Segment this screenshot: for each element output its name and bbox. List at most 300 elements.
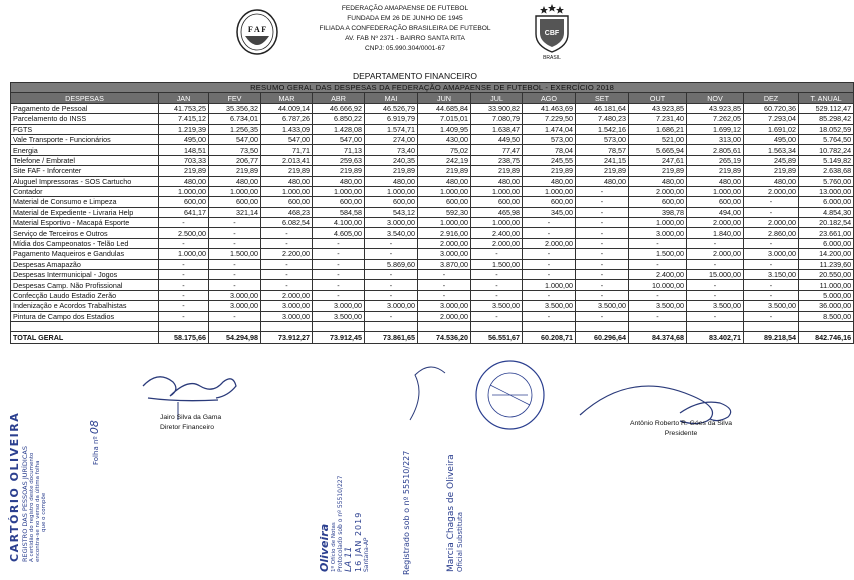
table-cell: 10.782,24: [799, 145, 854, 155]
table-body: [11, 103, 854, 343]
registry-oficio: 1º Ofício de Notas: [331, 522, 337, 572]
table-cell: 73.912,45: [313, 331, 365, 343]
letterhead-line: CNPJ: 05.990.304/0001-67: [365, 45, 445, 52]
table-cell: 3.500,00: [576, 301, 629, 311]
row-label: Pagamento de Pessoal: [11, 103, 159, 113]
table-cell: 23.661,00: [799, 228, 854, 238]
table-cell: 5.764,50: [799, 134, 854, 144]
table-cell: 494,00: [687, 207, 744, 217]
table-cell: -: [159, 280, 209, 290]
table-cell: 2.000,00: [261, 290, 313, 300]
row-label: Despesas Camp. Não Profissional: [11, 280, 159, 290]
table-cell: 219,89: [471, 166, 523, 176]
table-cell: 480,00: [261, 176, 313, 186]
table-cell: 1.500,00: [471, 259, 523, 269]
empty-cell: [629, 321, 687, 331]
row-label: Serviço de Terceiros e Outros: [11, 228, 159, 238]
table-cell: 44.685,84: [418, 103, 471, 113]
faf-logo: [235, 6, 279, 56]
table-cell: 1.574,71: [365, 124, 418, 134]
table-row: [11, 270, 854, 280]
table-cell: 2.000,00: [418, 311, 471, 321]
table-cell: 4.605,00: [313, 228, 365, 238]
table-cell: 3.000,00: [261, 301, 313, 311]
table-cell: 2.013,41: [261, 155, 313, 165]
table-cell: -: [744, 207, 799, 217]
faf-logo-text: F A F: [247, 25, 267, 34]
table-cell: 2.000,00: [523, 238, 576, 248]
table-cell: 1.256,35: [209, 124, 261, 134]
table-cell: -: [576, 218, 629, 228]
table-cell: 54.294,98: [209, 331, 261, 343]
table-cell: -: [523, 259, 576, 269]
table-cell: 521,00: [629, 134, 687, 144]
table-row: [11, 186, 854, 196]
table-cell: 345,00: [523, 207, 576, 217]
table-cell: 1.000,00: [159, 186, 209, 196]
row-label: Material de Expediente - Livraria Help: [11, 207, 159, 217]
column-header-row: [11, 93, 854, 103]
column-header: MAR: [261, 93, 313, 103]
table-cell: -: [576, 259, 629, 269]
cartorio-note: encontra-se no verso da última folha: [35, 460, 41, 562]
table-cell: 3.000,00: [744, 249, 799, 259]
table-cell: 1.542,16: [576, 124, 629, 134]
table-cell: 480,00: [576, 176, 629, 186]
table-cell: -: [261, 259, 313, 269]
table-cell: 1.000,00: [209, 186, 261, 196]
table-cell: -: [159, 311, 209, 321]
table-cell: 1.840,00: [687, 228, 744, 238]
table-cell: 547,00: [313, 134, 365, 144]
table-cell: -: [313, 238, 365, 248]
table-cell: -: [629, 259, 687, 269]
table-cell: -: [744, 197, 799, 207]
table-cell: 480,00: [471, 176, 523, 186]
table-cell: -: [209, 311, 261, 321]
registry-protocolo: Protocolado sob o nº 55510/227: [337, 475, 344, 572]
table-cell: 73.861,65: [365, 331, 418, 343]
column-header: DESPESAS: [11, 93, 159, 103]
table-cell: 148,51: [159, 145, 209, 155]
table-cell: -: [365, 238, 418, 248]
table-cell: 4.854,30: [799, 207, 854, 217]
table-cell: 480,00: [209, 176, 261, 186]
table-cell: 430,00: [418, 134, 471, 144]
table-cell: 219,89: [629, 166, 687, 176]
left-signatory-name: Jairo Silva da Gama: [160, 414, 222, 421]
row-label: Vale Transporte - Funcionários: [11, 134, 159, 144]
table-cell: -: [523, 218, 576, 228]
folha-label: Folha nº: [92, 436, 100, 465]
table-row: [11, 228, 854, 238]
table-cell: 1.638,47: [471, 124, 523, 134]
table-cell: -: [418, 270, 471, 280]
table-cell: -: [576, 197, 629, 207]
registry-stamp: [318, 372, 370, 572]
table-cell: -: [471, 270, 523, 280]
table-row: [11, 124, 854, 134]
table-cell: -: [744, 290, 799, 300]
table-cell: 43.923,85: [629, 103, 687, 113]
table-cell: -: [209, 280, 261, 290]
table-cell: 3.500,00: [629, 301, 687, 311]
table-cell: -: [629, 238, 687, 248]
table-cell: -: [471, 290, 523, 300]
table-cell: 15.000,00: [687, 270, 744, 280]
table-cell: -: [576, 207, 629, 217]
table-cell: 75,02: [418, 145, 471, 155]
row-label: Confecção Laudo Estadio Zerão: [11, 290, 159, 300]
empty-cell: [159, 321, 209, 331]
table-cell: 480,00: [744, 176, 799, 186]
table-cell: -: [313, 270, 365, 280]
letterhead-line: AV. FAB Nº 2371 - BAIRRO SANTA RITA: [345, 35, 465, 42]
table-cell: 1.691,02: [744, 124, 799, 134]
left-signatory: [160, 413, 221, 433]
table-cell: -: [687, 280, 744, 290]
table-cell: 3.540,00: [365, 228, 418, 238]
table-cell: -: [261, 228, 313, 238]
table-cell: 7.262,05: [687, 114, 744, 124]
table-cell: 58.175,66: [159, 331, 209, 343]
table-cell: 73,40: [365, 145, 418, 155]
column-header: JUL: [471, 93, 523, 103]
row-label: TOTAL GERAL: [11, 331, 159, 343]
column-header: T. ANUAL: [799, 93, 854, 103]
table-cell: 7.293,04: [744, 114, 799, 124]
table-cell: 600,00: [365, 197, 418, 207]
letterhead: [290, 4, 520, 54]
table-cell: 547,00: [261, 134, 313, 144]
table-cell: -: [418, 280, 471, 290]
table-cell: 1.000,00: [418, 186, 471, 196]
table-cell: 219,89: [576, 166, 629, 176]
table-cell: 259,63: [313, 155, 365, 165]
table-cell: -: [744, 311, 799, 321]
table-cell: 2.916,00: [418, 228, 471, 238]
expenses-table: [10, 82, 854, 344]
table-cell: -: [687, 259, 744, 269]
table-cell: 584,58: [313, 207, 365, 217]
row-label: Indenização e Acordos Trabalhistas: [11, 301, 159, 311]
table-cell: 2.805,61: [687, 145, 744, 155]
cartorio-note: que o compõe: [41, 492, 47, 532]
table-cell: 71,13: [313, 145, 365, 155]
table-cell: -: [365, 270, 418, 280]
table-cell: 4.100,00: [313, 218, 365, 228]
table-cell: -: [471, 280, 523, 290]
row-label: Pagamento Maqueiros e Gandulas: [11, 249, 159, 259]
table-cell: 600,00: [418, 197, 471, 207]
table-cell: 219,89: [523, 166, 576, 176]
spacer-row: [11, 321, 854, 331]
table-cell: 573,00: [576, 134, 629, 144]
empty-cell: [418, 321, 471, 331]
table-cell: 13.000,00: [799, 186, 854, 196]
table-cell: 14.200,00: [799, 249, 854, 259]
table-cell: -: [365, 249, 418, 259]
table-cell: 480,00: [629, 176, 687, 186]
table-cell: 313,00: [687, 134, 744, 144]
table-row: [11, 280, 854, 290]
table-cell: 1.500,00: [209, 249, 261, 259]
table-row: [11, 290, 854, 300]
table-cell: 1.000,00: [365, 186, 418, 196]
table-cell: 3.000,00: [418, 301, 471, 311]
table-cell: -: [365, 311, 418, 321]
registry-oliveira: Oliveira: [318, 523, 331, 572]
table-cell: -: [523, 311, 576, 321]
table-cell: -: [209, 259, 261, 269]
table-row: [11, 166, 854, 176]
table-cell: 3.500,00: [744, 301, 799, 311]
table-cell: 468,23: [261, 207, 313, 217]
registered-stamp: [402, 451, 411, 575]
table-cell: 1.409,95: [418, 124, 471, 134]
table-cell: 242,19: [418, 155, 471, 165]
table-cell: 219,89: [687, 166, 744, 176]
officer-title: Oficial Substituta: [456, 511, 464, 572]
table-cell: 71,71: [261, 145, 313, 155]
table-cell: 89.218,54: [744, 331, 799, 343]
table-cell: -: [159, 301, 209, 311]
table-cell: 1.000,00: [629, 218, 687, 228]
registry-la: LA 11: [344, 546, 354, 572]
table-cell: 1.563,34: [744, 145, 799, 155]
column-header: JAN: [159, 93, 209, 103]
row-label: Despesas Amapazão: [11, 259, 159, 269]
table-cell: 1.000,00: [523, 280, 576, 290]
table-cell: 5.149,82: [799, 155, 854, 165]
table-cell: 2.400,00: [471, 228, 523, 238]
column-header: ABR: [313, 93, 365, 103]
table-cell: 3.500,00: [471, 301, 523, 311]
registered-number: Registrado sob o nº 55510/227: [402, 450, 411, 575]
table-row: [11, 197, 854, 207]
table-cell: 20.182,54: [799, 218, 854, 228]
row-label: Mídia dos Campeonatos - Telão Led: [11, 238, 159, 248]
table-cell: 1.433,09: [261, 124, 313, 134]
table-cell: 60.296,64: [576, 331, 629, 343]
total-row: [11, 331, 854, 343]
table-cell: 321,14: [209, 207, 261, 217]
table-cell: 43.923,85: [687, 103, 744, 113]
table-cell: 6.850,22: [313, 114, 365, 124]
table-cell: 56.551,67: [471, 331, 523, 343]
empty-cell: [523, 321, 576, 331]
table-cell: -: [159, 218, 209, 228]
table-cell: 11.000,00: [799, 280, 854, 290]
table-cell: 6.000,00: [799, 197, 854, 207]
letterhead-line: FEDERAÇÃO AMAPAENSE DE FUTEBOL: [341, 5, 469, 12]
table-cell: 219,89: [418, 166, 471, 176]
column-header: MAI: [365, 93, 418, 103]
table-cell: 6.082,54: [261, 218, 313, 228]
table-cell: 3.500,00: [523, 301, 576, 311]
column-header: DEZ: [744, 93, 799, 103]
table-cell: 274,00: [365, 134, 418, 144]
table-cell: -: [744, 280, 799, 290]
table-cell: 36.000,00: [799, 301, 854, 311]
table-cell: 247,61: [629, 155, 687, 165]
table-cell: 41.753,25: [159, 103, 209, 113]
letterhead-line: FILIADA A CONFEDERAÇÃO BRASILEIRA DE FUTEBOL: [319, 25, 491, 32]
empty-cell: [799, 321, 854, 331]
empty-cell: [209, 321, 261, 331]
column-header: AGO: [523, 93, 576, 103]
folha-number: 08: [88, 420, 101, 435]
table-row: [11, 114, 854, 124]
table-cell: -: [576, 228, 629, 238]
table-cell: -: [576, 290, 629, 300]
table-cell: 6.734,01: [209, 114, 261, 124]
column-header: JUN: [418, 93, 471, 103]
table-cell: -: [523, 270, 576, 280]
table-cell: 219,89: [313, 166, 365, 176]
table-cell: -: [159, 259, 209, 269]
table-cell: 2.638,68: [799, 166, 854, 176]
table-cell: -: [209, 238, 261, 248]
table-cell: 219,89: [209, 166, 261, 176]
folha-stamp: [88, 420, 101, 465]
table-cell: 60.208,71: [523, 331, 576, 343]
officer-name: Marcia Chagas de Oliveira: [446, 454, 456, 572]
table-cell: 2.000,00: [687, 249, 744, 259]
row-label: Parcelamento do INSS: [11, 114, 159, 124]
row-label: Despesas Intermunicipal - Jogos: [11, 270, 159, 280]
table-title: RESUMO GERAL DAS DESPESAS DA FEDERAÇÃO AMAPAENSE DE FUTEBOL - EXERCÍCIO 2018: [11, 83, 854, 93]
table-cell: 78,57: [576, 145, 629, 155]
table-cell: 3.500,00: [687, 301, 744, 311]
row-label: Material de Consumo e Limpeza: [11, 197, 159, 207]
table-cell: 1.219,39: [159, 124, 209, 134]
table-cell: 543,12: [365, 207, 418, 217]
table-cell: 240,35: [365, 155, 418, 165]
table-row: [11, 145, 854, 155]
table-cell: 398,78: [629, 207, 687, 217]
row-label: Energia: [11, 145, 159, 155]
table-cell: -: [523, 228, 576, 238]
table-cell: 20.550,00: [799, 270, 854, 280]
table-cell: -: [159, 290, 209, 300]
table-cell: 245,89: [744, 155, 799, 165]
table-cell: 241,15: [576, 155, 629, 165]
table-cell: 83.402,71: [687, 331, 744, 343]
seal-handwriting: [405, 355, 455, 425]
table-cell: 1.686,21: [629, 124, 687, 134]
table-cell: -: [261, 238, 313, 248]
table-cell: 219,89: [744, 166, 799, 176]
table-cell: 74.536,20: [418, 331, 471, 343]
row-label: Pintura de Campo dos Estadios: [11, 311, 159, 321]
table-cell: 1.474,04: [523, 124, 576, 134]
table-cell: 245,55: [523, 155, 576, 165]
table-cell: -: [687, 290, 744, 300]
table-cell: 3.000,00: [313, 301, 365, 311]
table-cell: 2.000,00: [744, 218, 799, 228]
table-cell: -: [576, 280, 629, 290]
table-cell: -: [365, 280, 418, 290]
table-cell: 1.699,12: [687, 124, 744, 134]
table-cell: -: [261, 280, 313, 290]
registry-city: Santana-AP: [363, 537, 370, 572]
table-cell: 7.229,50: [523, 114, 576, 124]
table-cell: -: [629, 311, 687, 321]
table-cell: 3.000,00: [365, 301, 418, 311]
table-cell: 641,17: [159, 207, 209, 217]
table-cell: 5.000,00: [799, 290, 854, 300]
table-cell: 465,98: [471, 207, 523, 217]
table-cell: 10.000,00: [629, 280, 687, 290]
table-cell: -: [261, 270, 313, 280]
table-cell: 2.000,00: [687, 218, 744, 228]
table-cell: 480,00: [523, 176, 576, 186]
table-cell: 5.665,94: [629, 145, 687, 155]
table-cell: 73.912,27: [261, 331, 313, 343]
table-cell: 44.009,14: [261, 103, 313, 113]
table-cell: 6.919,79: [365, 114, 418, 124]
cbf-logo-caption: BRASIL: [543, 55, 561, 61]
table-cell: -: [687, 238, 744, 248]
table-cell: 3.150,00: [744, 270, 799, 280]
table-cell: 84.374,68: [629, 331, 687, 343]
row-label: Telefone / Embratel: [11, 155, 159, 165]
table-cell: 495,00: [744, 134, 799, 144]
table-row: [11, 259, 854, 269]
table-cell: -: [159, 238, 209, 248]
table-cell: 219,89: [365, 166, 418, 176]
empty-cell: [744, 321, 799, 331]
table-cell: 703,33: [159, 155, 209, 165]
table-cell: -: [629, 290, 687, 300]
column-header: SET: [576, 93, 629, 103]
table-cell: 1.000,00: [523, 186, 576, 196]
column-header: NOV: [687, 93, 744, 103]
table-row: [11, 134, 854, 144]
table-cell: 600,00: [687, 197, 744, 207]
table-cell: 2.400,00: [629, 270, 687, 280]
cartorio-sub: REGISTRO DAS PESSOAS JURÍDICAS: [21, 446, 29, 562]
table-cell: 33.900,82: [471, 103, 523, 113]
table-cell: 600,00: [313, 197, 365, 207]
column-header: OUT: [629, 93, 687, 103]
left-signatory-title: Diretor Financeiro: [160, 424, 215, 431]
table-cell: -: [209, 270, 261, 280]
table-cell: 6.787,26: [261, 114, 313, 124]
table-cell: 85.298,42: [799, 114, 854, 124]
table-cell: 600,00: [629, 197, 687, 207]
empty-cell: [313, 321, 365, 331]
table-row: [11, 238, 854, 248]
table-cell: 547,00: [209, 134, 261, 144]
table-cell: -: [209, 218, 261, 228]
table-cell: 3.000,00: [261, 311, 313, 321]
row-label: Material Esportivo - Macapá Esporte: [11, 218, 159, 228]
table-cell: 7.415,12: [159, 114, 209, 124]
table-cell: 35.356,32: [209, 103, 261, 113]
right-signatory: [616, 419, 746, 439]
registry-date: 16 JAN 2019: [354, 511, 363, 572]
table-cell: -: [687, 311, 744, 321]
cartorio-note: A certidão do registro deste documento: [29, 452, 35, 562]
table-cell: 46.666,92: [313, 103, 365, 113]
table-cell: -: [313, 280, 365, 290]
table-row: [11, 249, 854, 259]
table-cell: 1.428,08: [313, 124, 365, 134]
empty-cell: [471, 321, 523, 331]
table-cell: 11.239,60: [799, 259, 854, 269]
